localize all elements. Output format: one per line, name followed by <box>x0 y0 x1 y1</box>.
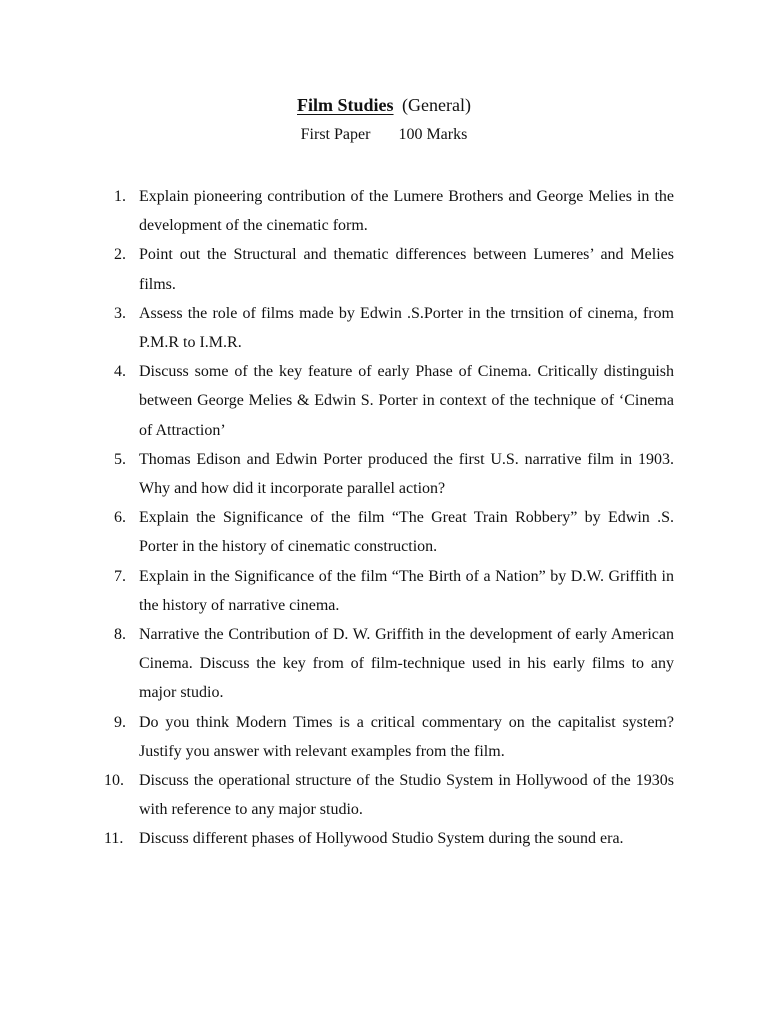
question-number: 10. <box>104 772 124 790</box>
question-text: Explain the Significance of the film “The Great Train Robbery” by Edwin .S. Porter in the history of cinematic construction. <box>139 509 674 556</box>
question-item <box>0 182 768 240</box>
question-number: 9. <box>114 713 126 731</box>
question-item <box>0 562 768 620</box>
question-item <box>0 503 768 561</box>
question-number: 5. <box>114 450 126 468</box>
question-text: Thomas Edison and Edwin Porter produced the first U.S. narrative film in 1903. Why and how did it incorporate parallel action? <box>139 450 674 498</box>
question-text: Discuss the operational structure of the Studio System in Hollywood of the 1930s with reference to any major studio. <box>139 772 674 819</box>
question-list <box>0 182 768 854</box>
question-number: 3. <box>114 304 126 322</box>
question-number: 2. <box>114 246 126 264</box>
question-item <box>0 299 768 357</box>
question-number: 4. <box>114 363 126 381</box>
question-text: Assess the role of films made by Edwin .S.Porter in the trnsition of cinema, from P.M.R to I.M.R. <box>139 304 674 352</box>
question-item <box>0 620 768 708</box>
question-number: 8. <box>114 626 126 644</box>
paper-marks: 100 Marks <box>398 126 468 143</box>
question-text: Point out the Structural and thematic differences between Lumeres’ and Melies films. <box>139 246 674 293</box>
question-item <box>0 708 768 766</box>
paper-name: First Paper <box>300 126 371 143</box>
question-number: 1. <box>114 188 126 205</box>
question-text: Narrative the Contribution of D. W. Griffith in the development of early American Cinema. Discuss the key from of film-technique used in his early films to any major studio. <box>139 626 674 702</box>
document-header <box>0 93 768 145</box>
question-item <box>0 445 768 503</box>
question-item <box>0 240 768 298</box>
question-text: Discuss some of the key feature of early Phase of Cinema. Critically distinguish between George Melies & Edwin S. Porter in context of the technique of ‘Cinema of Attraction’ <box>139 363 674 439</box>
question-text: Do you think Modern Times is a critical commentary on the capitalist system? Justify you answer with relevant examples from the film. <box>139 713 674 760</box>
title-line <box>0 93 768 117</box>
question-item <box>0 824 768 853</box>
question-number: 11. <box>104 830 124 848</box>
question-text: Explain in the Significance of the film “The Birth of a Nation” by D.W. Griffith in the history of narrative cinema. <box>139 567 674 614</box>
question-number: 6. <box>114 509 126 527</box>
question-item <box>0 766 768 824</box>
question-text: Explain pioneering contribution of the Lumere Brothers and George Melies in the development of the cinematic form. <box>139 188 674 235</box>
question-item <box>0 357 768 445</box>
question-number: 7. <box>114 567 126 585</box>
question-text: Discuss different phases of Hollywood Studio System during the sound era. <box>139 830 624 848</box>
title-qualifier: (General) <box>402 95 471 115</box>
page-title: Film Studies <box>297 95 394 115</box>
paper-info <box>0 125 768 145</box>
